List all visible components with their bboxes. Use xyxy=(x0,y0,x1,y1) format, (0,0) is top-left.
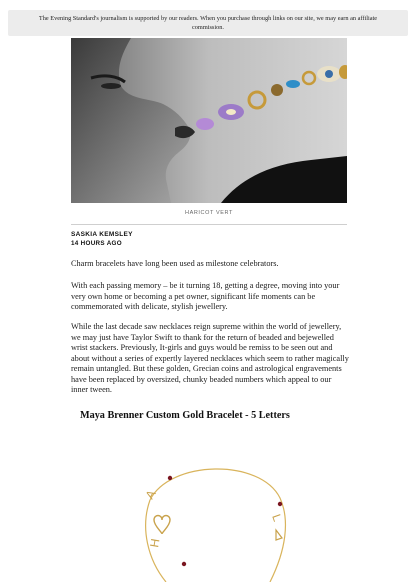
product-title[interactable]: Maya Brenner Custom Gold Bracelet - 5 Letters xyxy=(80,410,290,421)
bracelet-chain xyxy=(150,469,285,582)
heart-charm xyxy=(154,516,170,535)
hero-photo-illustration xyxy=(71,38,347,203)
article-paragraph: With each passing memory – be it turning 18, getting a degree, moving into your very own home or becoming a pet owner, significant life moments can be commemorated with delicate, stylish jewellery. xyxy=(71,281,340,311)
publish-time: 14 HOURS AGO xyxy=(71,240,122,247)
garnet-bead xyxy=(168,476,172,480)
charm-letter: L xyxy=(269,512,285,524)
hero-image-caption: HARICOT VERT xyxy=(185,210,233,216)
divider xyxy=(71,224,347,225)
affiliate-disclaimer-text: The Evening Standard's journalism is supported by our readers. When you purchase through links on our site, we may earn an affiliate commission. xyxy=(38,15,378,31)
clasp xyxy=(276,530,282,540)
affiliate-disclaimer-banner xyxy=(8,10,408,36)
product-image[interactable] xyxy=(130,440,300,582)
gold-bracelet-illustration xyxy=(130,440,300,582)
article-paragraph: While the last decade saw necklaces reign supreme within the world of jewellery, we may just have Taylor Swift to thank for the return of beaded and bejewelled wrist stackers. Previously, It-girls and guys would be remiss to be seen out and about without a series of expertly layered necklaces which seem to rather magically remain untangled. But these golden, Grecian coins and astrological engravements have been replaced by oversized, chunky beaded numbers which appeal to our inner tween. xyxy=(71,322,349,394)
hero-image xyxy=(71,38,347,203)
charm-letter: A xyxy=(142,487,159,502)
garnet-bead xyxy=(182,562,186,566)
article-paragraph: Charm bracelets have long been used as milestone celebrators. xyxy=(71,259,279,268)
author-name[interactable]: SASKIA KEMSLEY xyxy=(71,231,133,238)
garnet-bead xyxy=(278,502,282,506)
charm-letter: H xyxy=(147,537,163,549)
